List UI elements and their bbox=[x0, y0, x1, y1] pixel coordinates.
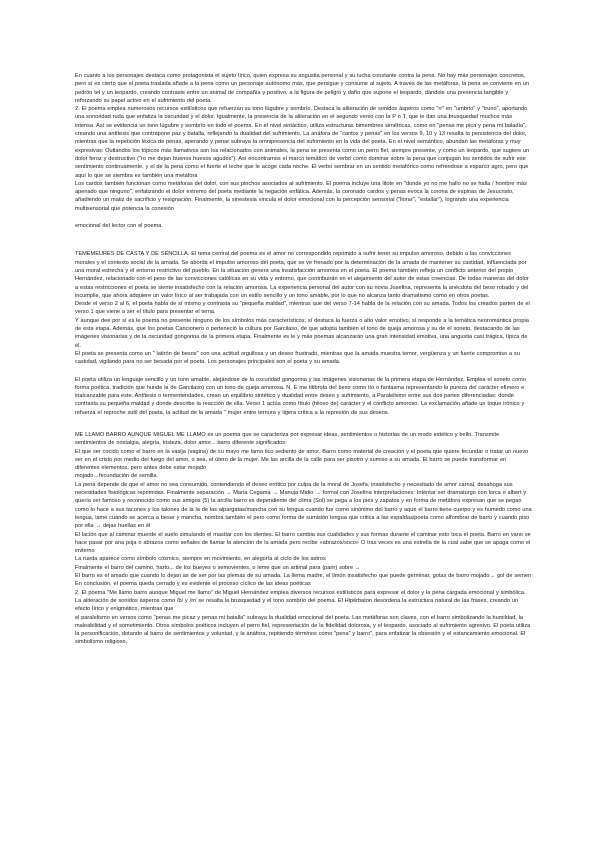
paragraph: el paralelismo en versos como "penas me picaz y penas mi batalla" subraya la dualidad emocional del poeta. Las metáforas son claves, con el barro simbolizando la humildad, la maleabilidad y el sometimiento. Otros símbolos poéticos incluyen el perro fiel, representación de la fidelidad dolorosa, y el leopardo, asociado al sufrimiento agresivo. El poeta utiliza la personificación, dotando al barro de sentimientos y voluntad, y la anáfora, repitiendo términos como "pena" y barro", para enfatizar la obsesión y el estancamiento emocional. El simbolismo religioso, bbox=[75, 614, 531, 646]
paragraph: ME LLAMO BARRO AUNQUE MIGUEL ME LLAMO es un poema que se caracteriza por expresar ideas, sentimientos o historias de un modo estético y bello. Transmite sentimientos de nostalgia, alegría, tristeza, dolor amor... barro diferente significados: bbox=[75, 431, 500, 447]
paragraph: El barro es el amado que cuando lo dejan as de ser por las plemas de su amada. La llema madre, el limón insatisfecho que puede germinar, gotas de barro mojado→ gol de semen bbox=[75, 573, 532, 580]
paragraph: El poeta se presenta como un " latirón de besos" con una actitud orgullosa y un deseo frustrado, mientras que la amada muestra temor, vergüenza y un fuerte compromiso a su castidad, vigilando para no ser besada por el poeta. Los personajes principales son el poeta y su amada. bbox=[75, 350, 520, 366]
paragraph: Finalmente el barro del camino, harto... de los bueyes o semovientes, o leme que un artimal para (parir) sobre → bbox=[75, 564, 361, 571]
paragraph: El poeta utiliza un lenguaje sencillo y un tono amable, alejándose de la oscuridad gongorina y las imágenes visionarias de la primera etapa de Hernández. Emplea el soneto como forma poética, tradición que hunde la de Garcilaso) con un tono de queja amorosa. N. E me titibrota del beso como tío o fantasma representando la pureza del carácter efímero e inalcanzable para este. Antítesis o termentendades, crean un equilibrio sintético y dualidad entre deseo y sufrimiento, a Paralelismo entre sus dos partes diferenciadas: donde contrasta su pequeña maldad y donde describe la reacción de ella. Verso 1 actúa como título (hiloso de) carácter y el conflicto amoroso. La exclamación añade un toque irónico y refuerza el reproche sutil del poeta, la actitud de la amada " mujer entre ternura y ligera crítica a la represión de sus deseos. bbox=[75, 376, 526, 416]
section-tememeures bbox=[75, 250, 532, 417]
section-me-llamo-barro bbox=[75, 431, 532, 647]
paragraph: La pena depende de que el amor no sea consumido, contendiendo el deseo erótico por culpa de la moral de Josefa, insatisfecho y necesitado de amor carnal, desahoga sus necesidades fisiológicas reprimidas. Finalmente separación → María Cegama → Manuja Midio → formal con Josefina interpretaciones: Inténtar ser dramaturgo con lorca o albert y quería ser famoso y reconocido como sus amigos (5) la arcilla barro es dependiente del clima (Sol) se pega a los pies y zapatos y en forma de metáfora expresan que se pegan como lo hace a sus tacones y los talones de la la de las alpargatas/mancha con su lengua cuando fue como sinónimo del barro y aque el barro tiene cuerpo y es humedo como una lengua, lame cuando se acerca a besar y mancha, nombra también el pero como forma de sumisión lengua que critica a las espaldas/poeta como alfombrar de barro y cuando piso por ella → dejas huellas en él bbox=[75, 481, 532, 530]
paragraph: Y aunque dee por sí es le poema no presente ninguno de los símbolos más característicos, sí destaca la fuerza o alto valor emotivo, sí responde a la temática neoromántica propia de esta etapa. Además, que los poetas Cancionero o perteneció la cultura por Garcilaso, de que adopta también el tono de queja amorosa y su de el soneto, destacando de las imágenes visionarias y de la oscuridad gongorina de la primera etapa. Finalmente es le y más poemas alcanzarán una gran intensidad emotiva, una angustia casi trágica, típica de él. bbox=[75, 317, 529, 349]
paragraph: TEMEMEURES DE CASTA Y DE SENCILLA. El tema central del poema es el amor no correspondido reprimido a sufrir tener su impulso amoroso, debido a las convicciones morales y el contexto social de la amada. Se aborda el impulso amoroso del poeta, que se ve frenado por la determinación de la amada de mantener su castidad, influenciada por una moral estrecha y el entorno restrictivo del pueblo. En la situación genera una insatisfacción amorosa en el poeta. El poema también refleja un conflicto anterior del propio Hernández, relacionado con el peso de las convicciones católicas en su vida y entorno, que contribuirán en el alejamiento del autor de estas creencias. De todas maneras del dolor a estas restricciones el poeta se siente insatisfecho con la relación amorosa. La experiencia personal del autor con su novia Josefina, representa la anécdota del beso robado y del incumplie, que ahora adquiere un valor lírico al ser trabajada con un estilo sencillo y un tono amable, por lo que no alcanza tanto dramatismo como en otros poetas. bbox=[75, 251, 529, 299]
paragraph: 2. El poema "Me llamo barro aunque Miguel me llamo" de Miguel Hernández emplea diversos recursos estilísticos para expresar el dolor y la pena cargada emocional y simbólica. La aliteración de sonidos ásperos como /b/ y /rr/ se resalta la brusquedad y el tono sombrío del poema. El Hipérbaton desordena la estructura natural de las frases, creando un efecto lírico y enigmático, mientras que bbox=[75, 589, 526, 613]
section-analysis-characters bbox=[75, 72, 532, 230]
paragraph: Desde el verso 2 al 6, el poeta habla de sí mismo y contrasta su "pequeña maldad", mientras que del verso 7-14 habla de la relación con su amada. Todos los creados parten de el verso 1 que viene a ser el título para presentar el tema. bbox=[75, 301, 530, 316]
paragraph: El que ser cocido como el barro en la vasija (vagina) de su mayo me lamo tico sediento de amor. Barro como material de creación y el poeta que quiere fecundar o tratar un nuevo ser en el cristo por medio del fuego del amor, o sea, el útero de la mujer. Me las arcilla de la calle para ser pisotro y sumiso a su amada. El barro se puede transformar en diferentes elementos, pero antes debe estar mojado bbox=[75, 448, 529, 472]
paragraph: En cuanto a los personajes destaca como protagonista el sujeto lírico, quien expresa su angustia personal y su lucha constante contra la pena. No hay más personajes concretos, pero sí es cierto que el poeta traslada añade a la pena como un personaje autónomo más, que persigue y consume al sujeto. A través de las metáforas, la pena se convierte en un pedrón tel y un leopardo, creando contraste entre un animal de compañía y positivo, a la figura de peligro y daño que supone el leopardo, dándole una presencia tangible y reforzando su papel activo en el sufrimiento del poeta. bbox=[75, 73, 529, 104]
paragraph: Los cardos también funcionan como metáforas del dolor, con sus pinchos asociados al sufrimiento. El poema incluye una litote en "donde yo no me hallo no se halla / hombre más apenado que ninguno", enfatizando el dolor extremo del poeta mediante la negación enfática. Además, la coronado cardos y penas evoca la corona de espinas de Jesucristo, añadiendo un matiz de sacrificio y resignación. Finalmente, la sinestesia vincula el dolor emocional con la percepción sensorial ("llorar", "estallar"), logrando una experiencia multisensorial que potencia la conexión bbox=[75, 180, 527, 212]
paragraph: El lación que al caminar muerde el suelo simulando el mastíar con los dientes. El barro cambia sus cualidades y sus formas durante el caminar esto toca el poeta. Barro en vano se hace pasar por ana poja o abrazos como señales de llamar la atención de la amada pero recibe «abrazos/soco» O tras veces es una estrella de la cual sabe que se apaga como el invierno bbox=[75, 531, 531, 555]
paragraph: emocional del lector con el poema. bbox=[75, 223, 163, 230]
paragraph: En conclusión, el poema queda cerrado y es evidente el proceso cíclico de las ideas poéticas bbox=[75, 581, 311, 588]
paragraph: 2. El poema emplea numerosos recursos estilísticos que refuerzan su tono lúgubre y sombrío. Destaca la aliteración de sonidos ásperos como "rr" en "umbrío" y "truno", aportando una sonoridad ruda que enfatiza la oscuridad y el dolor. Igualmente, la presencia de la aliteración en el segundo verso con la P o T, que le dan una brusquedad muchos más intensa. Así se evidencia un tono lúgubre y sombrío en todo el poema. En el nivel sintáctico, utiliza estructuras bimembres simétricas, como en "penas me pica y pena mi baladía", creando una antítesis que contrapone paz y batalla, reflejando la dualidad del sufrimiento. La anáfora de "cantos y penas" en los versos 9, 10 y 13 resalta la persistencia del dolor, mientras que la repetición léxica de penas, aperando y penar subraya la omnipresencia del sufrimiento en la vida del poeta. En el nivel semántico, abundan las metáforas y muy expresivas: Outlandos los tópicos más llamativos son los relacionados con animales, la pena se presenta como un perro fiel, siempre presente, y como un leopardo, que sugiere un dolor feroz y destructivo ("ro me dejan buenos huesos agudos"). Así encontramos el marco temático de verbo como dominar sobre la pena que conjugan los sentidos de sufrir ese sentimiento continuamente, y el de la pena como el fuerte el leche que le acoge cada noche. El verbo sembrar en un sentido metafórico como refrendose a esparcir agro, pero que aquí lo que se siembra es también una metáfora bbox=[75, 106, 530, 179]
paragraph: mojado→fecundación de semilla bbox=[75, 473, 157, 480]
paragraph: La rueda aparece como símbolo cósmico, siempre en movimiento, en alegoría al ciclo de los astros bbox=[75, 556, 326, 563]
